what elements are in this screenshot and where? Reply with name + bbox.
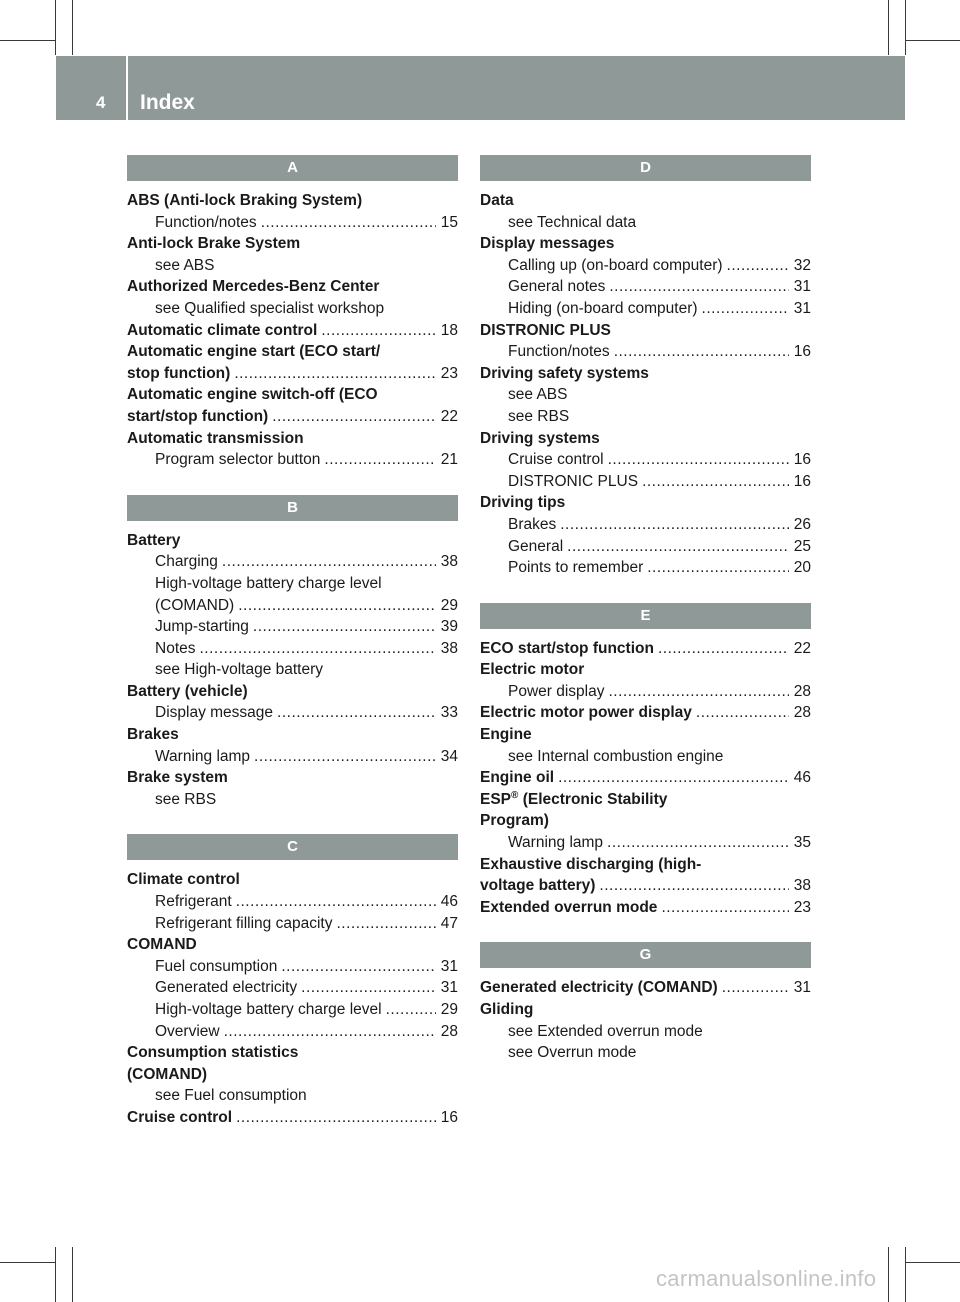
- crop-mark: [905, 1247, 906, 1302]
- index-entry: [480, 428, 811, 493]
- page-ref: 16: [793, 451, 811, 469]
- page-ref: 32: [793, 256, 811, 274]
- entry-term-text: ECO start/stop function: [480, 639, 654, 657]
- entry-term[interactable]: Gliding: [480, 1001, 534, 1018]
- page-ref: 31: [440, 957, 458, 975]
- index-entry: [127, 190, 458, 233]
- entry-term-row[interactable]: [127, 320, 458, 342]
- entry-term[interactable]: ABS (Anti-lock Braking System): [127, 192, 363, 209]
- index-entry: [480, 702, 811, 724]
- sub-entry-row[interactable]: [127, 449, 458, 471]
- sub-entry-row[interactable]: [480, 514, 811, 536]
- leader-dots: [609, 681, 790, 703]
- page-ref: 22: [793, 639, 811, 657]
- entry-term[interactable]: Electric motor: [480, 661, 585, 679]
- sub-entry-text: General notes: [508, 278, 606, 296]
- sub-entry-text[interactable]: High-voltage battery charge level: [155, 574, 382, 592]
- leader-dots: [236, 891, 436, 913]
- leader-dots: [321, 320, 436, 342]
- registered-mark: ®: [511, 789, 519, 801]
- index-entry: [480, 897, 811, 919]
- leader-dots: [222, 551, 436, 573]
- sub-entry-row[interactable]: [480, 681, 811, 703]
- page-ref: 38: [440, 639, 458, 657]
- page-ref: 47: [440, 914, 458, 932]
- entry-term-cont[interactable]: (COMAND): [127, 1065, 208, 1083]
- sub-entry-row[interactable]: [127, 638, 458, 660]
- watermark: carmanualsonline.info: [656, 1266, 877, 1291]
- entry-term[interactable]: Driving safety systems: [480, 364, 649, 382]
- sub-entry-row[interactable]: [480, 255, 811, 277]
- sub-entry-row[interactable]: [480, 557, 811, 579]
- section-letter: A: [127, 155, 458, 181]
- leader-dots: [722, 977, 789, 999]
- page-ref: 38: [793, 877, 811, 895]
- sub-entry-row[interactable]: [480, 276, 811, 298]
- index-entry: [127, 681, 458, 724]
- leader-dots: [607, 832, 789, 854]
- leader-dots: [272, 406, 436, 428]
- sub-entry-text: Charging: [155, 553, 218, 571]
- page-number: 4: [96, 93, 106, 112]
- leader-dots: [560, 514, 789, 536]
- sub-entry-row[interactable]: [127, 551, 458, 573]
- entry-term-row[interactable]: [480, 767, 811, 789]
- index-entry: [127, 934, 458, 1042]
- page-ref: 31: [793, 299, 811, 317]
- index-entry: [480, 363, 811, 428]
- index-column-left: [127, 155, 458, 1153]
- entry-term[interactable]: DISTRONIC PLUS: [480, 321, 611, 339]
- page-ref: 31: [793, 979, 811, 997]
- page-ref: 16: [793, 343, 811, 361]
- entry-term[interactable]: Anti-lock Brake System: [127, 235, 301, 253]
- sub-entry-row[interactable]: [127, 212, 458, 234]
- sub-entry-row[interactable]: [127, 891, 458, 913]
- index-entry: [127, 276, 458, 319]
- page-ref: 46: [793, 769, 811, 787]
- page-ref: 23: [793, 898, 811, 916]
- sub-entry-row[interactable]: [480, 298, 811, 320]
- crop-mark: [72, 1247, 73, 1302]
- entry-term-text: Extended overrun mode: [480, 898, 658, 916]
- sub-entry-text: Refrigerant filling capacity: [155, 914, 333, 932]
- sub-entry-text[interactable]: see ABS: [508, 386, 568, 404]
- leader-dots: [702, 298, 789, 320]
- index-entry: [480, 767, 811, 789]
- entry-term[interactable]: Battery: [127, 531, 181, 549]
- leader-dots: [609, 276, 789, 298]
- sub-entry-row[interactable]: [127, 702, 458, 724]
- leader-dots: [386, 999, 436, 1021]
- sub-entry-row[interactable]: [127, 595, 458, 617]
- leader-dots: [253, 616, 436, 638]
- leader-dots: [661, 897, 789, 919]
- sub-entry-text: Jump-starting: [155, 618, 249, 636]
- page-ref: 16: [793, 472, 811, 490]
- page-ref: 46: [440, 893, 458, 911]
- leader-dots: [599, 875, 789, 897]
- entry-term-text: ESP: [480, 790, 512, 808]
- page-ref: 31: [793, 278, 811, 296]
- leader-dots: [224, 1021, 436, 1043]
- index-entry: [480, 233, 811, 319]
- sub-entry-text: General: [508, 537, 564, 555]
- section-letter: E: [480, 603, 811, 629]
- index-section: [480, 942, 811, 1063]
- entry-term[interactable]: Automatic engine switch-off (ECO: [127, 386, 378, 404]
- entry-term-cont-row[interactable]: [480, 875, 811, 897]
- index-section: [480, 603, 811, 919]
- index-entry: [127, 767, 458, 810]
- page-ref: 28: [793, 682, 811, 700]
- entry-term[interactable]: Battery (vehicle): [127, 682, 248, 700]
- entry-term[interactable]: Brakes: [127, 726, 179, 744]
- section-letter: C: [127, 834, 458, 860]
- index-entry: [127, 341, 458, 384]
- leader-dots: [642, 471, 789, 493]
- sub-entry-row[interactable]: [127, 956, 458, 978]
- index-entry: [480, 320, 811, 363]
- sub-entry-text[interactable]: see Qualified specialist workshop: [155, 299, 385, 317]
- leader-dots: [647, 557, 789, 579]
- leader-dots: [727, 255, 789, 277]
- leader-dots: [200, 638, 437, 660]
- entry-term[interactable]: Driving tips: [480, 494, 566, 512]
- entry-term-row[interactable]: [127, 1107, 458, 1129]
- leader-dots: [614, 341, 789, 363]
- sub-entry-text: Hiding (on-board computer): [508, 299, 698, 317]
- section-letter: G: [480, 942, 811, 968]
- index-entry: [127, 724, 458, 767]
- sub-entry-row[interactable]: [127, 913, 458, 935]
- index-section: [127, 834, 458, 1128]
- sub-entry-text[interactable]: see Internal combustion engine: [508, 747, 724, 765]
- sub-entry-row[interactable]: [480, 832, 811, 854]
- index-entry: [480, 190, 811, 233]
- entry-term-cont-text: stop function): [127, 364, 231, 382]
- page-ref: 35: [793, 834, 811, 852]
- index-entry: [480, 977, 811, 999]
- sub-entry-row[interactable]: [127, 977, 458, 999]
- sub-entry-row[interactable]: [480, 449, 811, 471]
- leader-dots: [658, 638, 789, 660]
- entry-term[interactable]: Automatic transmission: [127, 429, 304, 447]
- crop-mark: [0, 1262, 55, 1263]
- index-entry: [480, 659, 811, 702]
- sub-entry-text: Overview: [155, 1022, 220, 1040]
- sub-entry-text[interactable]: see RBS: [155, 790, 217, 808]
- index-entry: [127, 384, 458, 427]
- entry-term-cont-row[interactable]: [127, 363, 458, 385]
- sub-entry-text: Notes: [155, 639, 196, 657]
- sub-entry-text: Calling up (on-board computer): [508, 256, 723, 274]
- entry-term-text: Electric motor power display: [480, 704, 692, 722]
- sub-entry-text: Warning lamp: [155, 747, 251, 765]
- leader-dots: [236, 1107, 436, 1129]
- sub-entry-text: Display message: [155, 704, 274, 722]
- page-ref: 15: [440, 213, 458, 231]
- index-entry: [127, 1042, 458, 1107]
- entry-term[interactable]: Automatic engine start (ECO start/: [127, 343, 381, 361]
- entry-term[interactable]: Climate control: [127, 871, 240, 889]
- sub-entry-text: DISTRONIC PLUS: [508, 472, 639, 490]
- index-entry: [480, 789, 811, 854]
- index-entry: [480, 724, 811, 767]
- index-entry: [480, 999, 811, 1064]
- sub-entry-row[interactable]: [480, 341, 811, 363]
- leader-dots: [567, 536, 789, 558]
- page-ref: 34: [440, 747, 458, 765]
- leader-dots: [324, 449, 436, 471]
- sub-entry-row[interactable]: [480, 536, 811, 558]
- page-ref: 31: [440, 979, 458, 997]
- page-ref: 29: [440, 596, 458, 614]
- page-ref: 22: [440, 407, 458, 425]
- entry-term-text: Cruise control: [127, 1108, 233, 1126]
- crop-mark: [55, 1247, 56, 1302]
- sub-entry-text: Power display: [508, 682, 605, 700]
- sub-entry-text[interactable]: see ABS: [155, 256, 215, 274]
- leader-dots: [696, 702, 789, 724]
- entry-term-row[interactable]: [480, 702, 811, 724]
- entry-term-rest: (Electronic Stability: [518, 790, 668, 808]
- section-letter: D: [480, 155, 811, 181]
- entry-term[interactable]: Authorized Mercedes-Benz Center: [127, 278, 380, 296]
- leader-dots: [238, 595, 436, 617]
- leader-dots: [277, 702, 436, 724]
- entry-term-text: Generated electricity (COMAND): [480, 979, 718, 997]
- index-section: [127, 495, 458, 811]
- entry-term-text: Automatic climate control: [127, 321, 318, 339]
- crop-mark: [0, 40, 55, 41]
- crop-mark: [905, 40, 960, 41]
- index-entry: [127, 1107, 458, 1129]
- index-entry: [127, 428, 458, 471]
- entry-term[interactable]: Brake system: [127, 769, 228, 787]
- page-ref: 23: [440, 364, 458, 382]
- sub-entry-row[interactable]: [127, 999, 458, 1021]
- page-ref: 38: [440, 553, 458, 571]
- sub-entry-text: Fuel consumption: [155, 957, 278, 975]
- leader-dots: [261, 212, 436, 234]
- sub-entry-text: Function/notes: [155, 213, 257, 231]
- sub-entry-text[interactable]: see Extended overrun mode: [508, 1022, 703, 1040]
- page-ref: 25: [793, 537, 811, 555]
- index-entry: [127, 869, 458, 934]
- index-section: [127, 155, 458, 471]
- sub-entry-row[interactable]: [127, 1021, 458, 1043]
- index-column-right: [480, 155, 811, 1088]
- entry-term-cont-text: voltage battery): [480, 877, 596, 895]
- entry-term[interactable]: COMAND: [127, 936, 197, 954]
- entry-term[interactable]: Exhaustive discharging (high-: [480, 855, 702, 873]
- entry-term-cont-row[interactable]: [127, 406, 458, 428]
- page-ref: 16: [440, 1108, 458, 1126]
- entry-term-row[interactable]: [480, 638, 811, 660]
- sub-entry-text: Cruise control: [508, 451, 604, 469]
- crop-mark: [888, 0, 889, 55]
- sub-entry-row[interactable]: [127, 616, 458, 638]
- sub-entry-text: High-voltage battery charge level: [155, 1001, 382, 1018]
- sub-entry-text[interactable]: see Fuel consumption: [155, 1087, 307, 1105]
- sub-entry-text: Brakes: [508, 515, 557, 533]
- sub-entry-row[interactable]: [480, 471, 811, 493]
- sub-entry-text[interactable]: see High-voltage battery: [155, 661, 324, 679]
- page-ref: 26: [793, 515, 811, 533]
- index-entry: [127, 233, 458, 276]
- sub-entry-row[interactable]: [127, 746, 458, 768]
- leader-dots: [234, 363, 436, 385]
- index-entry: [127, 320, 458, 342]
- crop-mark: [905, 0, 906, 55]
- entry-term-text: Engine oil: [480, 769, 555, 787]
- sub-entry-text[interactable]: see Overrun mode: [508, 1044, 637, 1062]
- page-ref: 28: [793, 704, 811, 722]
- sub-entry-text[interactable]: see RBS: [508, 407, 570, 425]
- header-divider: [126, 56, 128, 120]
- entry-term[interactable]: Display messages: [480, 235, 615, 253]
- sub-entry-text: Refrigerant: [155, 893, 232, 911]
- sub-entry-text: Function/notes: [508, 343, 610, 361]
- sub-entry-text[interactable]: see Technical data: [508, 213, 637, 231]
- entry-term[interactable]: Engine: [480, 726, 532, 744]
- entry-term[interactable]: Data: [480, 192, 514, 209]
- entry-term[interactable]: Driving systems: [480, 429, 600, 447]
- leader-dots: [336, 913, 436, 935]
- entry-term[interactable]: Consumption statistics: [127, 1044, 299, 1062]
- crop-mark: [72, 0, 73, 55]
- entry-term-cont[interactable]: Program): [480, 812, 549, 830]
- index-entry: [480, 492, 811, 578]
- page-ref: 21: [440, 451, 458, 469]
- index-entry: [480, 638, 811, 660]
- section-letter: B: [127, 495, 458, 521]
- sub-entry-text: Points to remember: [508, 559, 644, 577]
- crop-mark: [888, 1247, 889, 1302]
- page-ref: 29: [440, 1001, 458, 1018]
- entry-term-cont-text: start/stop function): [127, 407, 269, 425]
- page-ref: 33: [440, 704, 458, 722]
- sub-entry-text: Program selector button: [155, 451, 321, 469]
- sub-entry-text: Generated electricity: [155, 979, 298, 997]
- crop-mark: [905, 1262, 960, 1263]
- page-ref: 18: [440, 321, 458, 339]
- page-ref: 20: [793, 559, 811, 577]
- leader-dots: [301, 977, 436, 999]
- leader-dots: [281, 956, 436, 978]
- sub-entry-text: Warning lamp: [508, 834, 604, 852]
- entry-term[interactable]: [480, 789, 811, 811]
- page-ref: 28: [440, 1022, 458, 1040]
- leader-dots: [254, 746, 436, 768]
- entry-term-row[interactable]: [480, 897, 811, 919]
- entry-term-row[interactable]: [480, 977, 811, 999]
- page-title: Index: [140, 91, 195, 114]
- leader-dots: [608, 449, 789, 471]
- page-ref: 39: [440, 618, 458, 636]
- index-entry: [127, 530, 458, 681]
- leader-dots: [558, 767, 789, 789]
- sub-entry-text: (COMAND): [155, 596, 235, 614]
- index-entry: [480, 854, 811, 897]
- index-section: [480, 155, 811, 579]
- crop-mark: [55, 0, 56, 55]
